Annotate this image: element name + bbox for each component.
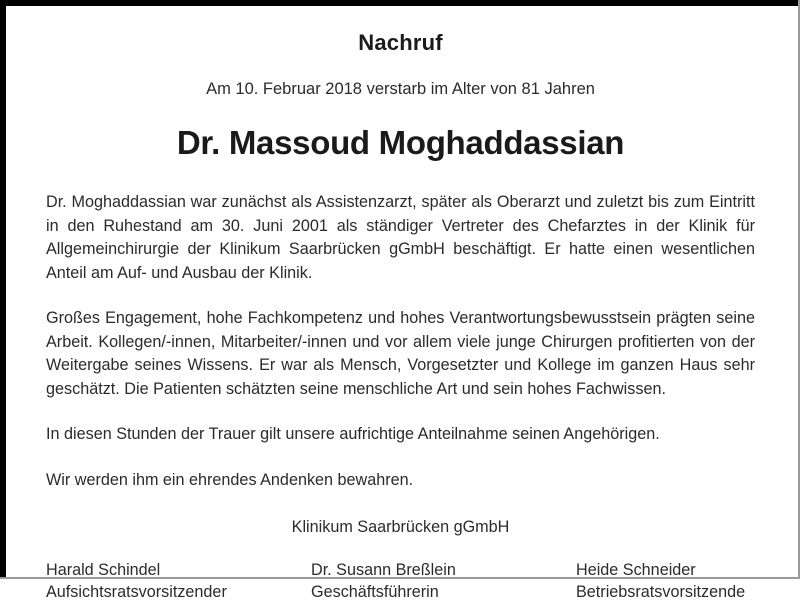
signatory-3-name: Heide Schneider bbox=[576, 561, 696, 579]
signatory-list bbox=[46, 559, 755, 603]
signatory-1-name: Harald Schindel bbox=[46, 561, 161, 579]
signatory-1-role: Aufsichtsratsvorsitzender bbox=[46, 583, 227, 601]
notice-paragraph-4: Wir werden ihm ein ehrendes Andenken bewahren. bbox=[46, 470, 414, 489]
signatory-1 bbox=[46, 559, 311, 603]
signatory-3-role: Betriebsratsvorsitzende bbox=[576, 583, 746, 601]
signatory-2-role: Geschäftsführerin bbox=[311, 583, 439, 601]
notice-subtitle: Am 10. Februar 2018 verstarb im Alter von 81 Jahren bbox=[206, 80, 595, 98]
signatory-2 bbox=[311, 559, 576, 603]
organization-name: Klinikum Saarbrücken gGmbH bbox=[291, 518, 510, 536]
deceased-name: Dr. Massoud Moghaddassian bbox=[176, 124, 625, 161]
notice-content bbox=[46, 6, 755, 603]
notice-title: Nachruf bbox=[358, 30, 443, 55]
notice-paragraph-3: In diesen Stunden der Trauer gilt unsere aufrichtige Anteilnahme seinen Angehörigen. bbox=[46, 425, 660, 443]
signatory-3 bbox=[576, 559, 755, 603]
notice-paragraph-2: Großes Engagement, hohe Fachkompetenz und hohes Verantwortungsbewusstsein prägten seine Arbeit. Kollegen/-innen, Mitarbeiter/-innen und vor allem viele junge Chirurgen profitierten von der Weitergabe seines Wissens. Er war als Mensch, Vorgesetzter und Kollege im ganzen Haus sehr geschätzt. Die Patienten schätzten seine menschliche Art und sein hohes Fachwissen. bbox=[46, 309, 755, 398]
notice-paragraph-1: Dr. Moghaddassian war zunächst als Assistenzarzt, später als Oberarzt und zuletzt bis zum Eintritt in den Ruhestand am 30. Juni 2001 als ständiger Vertreter des Chefarztes in der Klinik für Allgemeinchirurgie der Klinikum Saarbrücken gGmbH beschäftigt. Er hatte einen wesentlichen Anteil am Auf- und Ausbau der Klinik. bbox=[46, 193, 755, 282]
signatory-2-name: Dr. Susann Breßlein bbox=[311, 561, 456, 579]
notice-page bbox=[6, 6, 798, 601]
